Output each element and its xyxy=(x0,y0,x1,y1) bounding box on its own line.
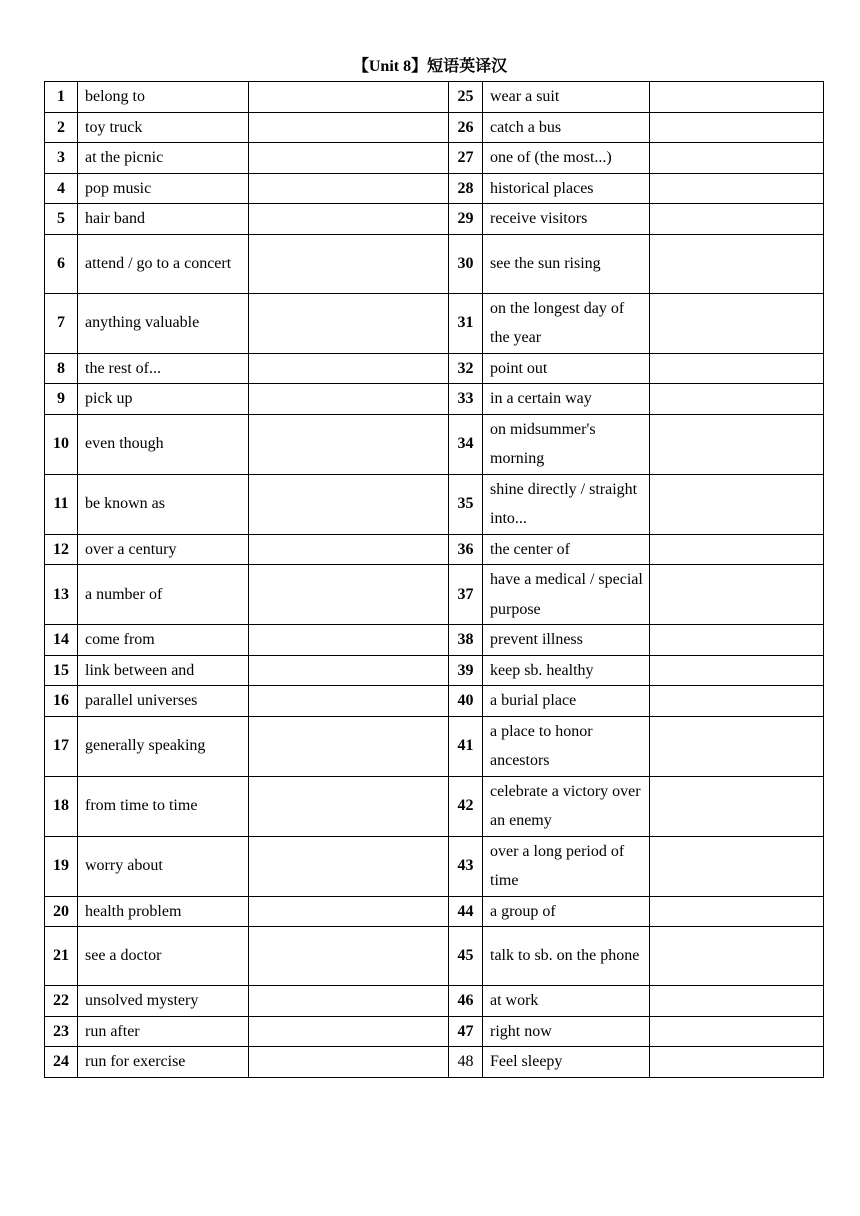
phrase-translation-table xyxy=(44,81,824,1078)
english-phrase: toy truck xyxy=(78,112,249,143)
english-phrase: run after xyxy=(78,1016,249,1047)
english-phrase: at work xyxy=(483,986,650,1017)
table-row xyxy=(45,143,824,174)
table-row xyxy=(45,686,824,717)
item-number: 13 xyxy=(45,565,78,625)
translation-answer-cell[interactable] xyxy=(249,776,449,836)
english-phrase: receive visitors xyxy=(483,204,650,235)
english-phrase: at the picnic xyxy=(78,143,249,174)
english-phrase: from time to time xyxy=(78,776,249,836)
english-phrase: pick up xyxy=(78,384,249,415)
translation-answer-cell[interactable] xyxy=(650,534,824,565)
translation-answer-cell[interactable] xyxy=(650,112,824,143)
page-title: 【Unit 8】短语英译汉 xyxy=(352,58,508,75)
translation-answer-cell[interactable] xyxy=(650,1016,824,1047)
item-number: 27 xyxy=(449,143,483,174)
english-phrase: right now xyxy=(483,1016,650,1047)
translation-answer-cell[interactable] xyxy=(249,534,449,565)
english-phrase: talk to sb. on the phone xyxy=(483,927,650,986)
item-number: 31 xyxy=(449,293,483,353)
item-number: 32 xyxy=(449,353,483,384)
item-number: 30 xyxy=(449,234,483,293)
english-phrase: a burial place xyxy=(483,686,650,717)
translation-answer-cell[interactable] xyxy=(249,143,449,174)
item-number: 1 xyxy=(45,82,78,113)
table-row xyxy=(45,986,824,1017)
english-phrase: on the longest day of the year xyxy=(483,293,650,353)
item-number: 7 xyxy=(45,293,78,353)
item-number: 18 xyxy=(45,776,78,836)
translation-answer-cell[interactable] xyxy=(650,82,824,113)
translation-answer-cell[interactable] xyxy=(249,293,449,353)
english-phrase: a group of xyxy=(483,896,650,927)
translation-answer-cell[interactable] xyxy=(249,414,449,474)
item-number: 39 xyxy=(449,655,483,686)
translation-answer-cell[interactable] xyxy=(650,1047,824,1078)
english-phrase: the rest of... xyxy=(78,353,249,384)
item-number: 34 xyxy=(449,414,483,474)
item-number: 19 xyxy=(45,836,78,896)
translation-answer-cell[interactable] xyxy=(249,474,449,534)
item-number: 29 xyxy=(449,204,483,235)
item-number: 45 xyxy=(449,927,483,986)
english-phrase: keep sb. healthy xyxy=(483,655,650,686)
item-number: 36 xyxy=(449,534,483,565)
english-phrase: historical places xyxy=(483,173,650,204)
english-phrase: come from xyxy=(78,625,249,656)
table-row xyxy=(45,625,824,656)
translation-answer-cell[interactable] xyxy=(650,353,824,384)
item-number: 40 xyxy=(449,686,483,717)
english-phrase: generally speaking xyxy=(78,716,249,776)
table-row xyxy=(45,234,824,293)
translation-answer-cell[interactable] xyxy=(650,173,824,204)
item-number: 28 xyxy=(449,173,483,204)
translation-answer-cell[interactable] xyxy=(249,1016,449,1047)
english-phrase: prevent illness xyxy=(483,625,650,656)
english-phrase: link between and xyxy=(78,655,249,686)
table-row xyxy=(45,565,824,625)
translation-answer-cell[interactable] xyxy=(650,686,824,717)
table-row xyxy=(45,82,824,113)
translation-answer-cell[interactable] xyxy=(650,143,824,174)
english-phrase: run for exercise xyxy=(78,1047,249,1078)
english-phrase: see the sun rising xyxy=(483,234,650,293)
english-phrase: attend / go to a concert xyxy=(78,234,249,293)
english-phrase: on midsummer's morning xyxy=(483,414,650,474)
item-number: 37 xyxy=(449,565,483,625)
table-row xyxy=(45,927,824,986)
item-number: 47 xyxy=(449,1016,483,1047)
translation-answer-cell[interactable] xyxy=(650,716,824,776)
item-number: 3 xyxy=(45,143,78,174)
item-number: 14 xyxy=(45,625,78,656)
item-number: 35 xyxy=(449,474,483,534)
translation-answer-cell[interactable] xyxy=(249,173,449,204)
english-phrase: have a medical / special purpose xyxy=(483,565,650,625)
table-row xyxy=(45,414,824,474)
item-number: 24 xyxy=(45,1047,78,1078)
translation-answer-cell[interactable] xyxy=(650,776,824,836)
english-phrase: belong to xyxy=(78,82,249,113)
item-number: 22 xyxy=(45,986,78,1017)
item-number: 10 xyxy=(45,414,78,474)
item-number: 43 xyxy=(449,836,483,896)
table-row xyxy=(45,112,824,143)
english-phrase: be known as xyxy=(78,474,249,534)
translation-answer-cell[interactable] xyxy=(650,293,824,353)
table-row xyxy=(45,1047,824,1078)
english-phrase: parallel universes xyxy=(78,686,249,717)
item-number: 42 xyxy=(449,776,483,836)
table-row xyxy=(45,655,824,686)
translation-answer-cell[interactable] xyxy=(650,655,824,686)
english-phrase: one of (the most...) xyxy=(483,143,650,174)
translation-answer-cell[interactable] xyxy=(650,384,824,415)
item-number: 41 xyxy=(449,716,483,776)
item-number: 23 xyxy=(45,1016,78,1047)
english-phrase: a number of xyxy=(78,565,249,625)
item-number: 12 xyxy=(45,534,78,565)
item-number: 21 xyxy=(45,927,78,986)
table-row xyxy=(45,474,824,534)
english-phrase: catch a bus xyxy=(483,112,650,143)
translation-answer-cell[interactable] xyxy=(650,414,824,474)
translation-answer-cell[interactable] xyxy=(650,896,824,927)
english-phrase: over a long period of time xyxy=(483,836,650,896)
translation-answer-cell[interactable] xyxy=(249,655,449,686)
english-phrase: celebrate a victory over an enemy xyxy=(483,776,650,836)
translation-answer-cell[interactable] xyxy=(650,836,824,896)
item-number: 8 xyxy=(45,353,78,384)
translation-answer-cell[interactable] xyxy=(249,927,449,986)
translation-answer-cell[interactable] xyxy=(249,353,449,384)
table-row xyxy=(45,173,824,204)
translation-answer-cell[interactable] xyxy=(650,927,824,986)
table-row xyxy=(45,204,824,235)
english-phrase: over a century xyxy=(78,534,249,565)
translation-answer-cell[interactable] xyxy=(249,234,449,293)
item-number: 17 xyxy=(45,716,78,776)
english-phrase: wear a suit xyxy=(483,82,650,113)
item-number: 6 xyxy=(45,234,78,293)
table-row xyxy=(45,716,824,776)
item-number: 11 xyxy=(45,474,78,534)
english-phrase: a place to honor ancestors xyxy=(483,716,650,776)
item-number: 20 xyxy=(45,896,78,927)
table-row xyxy=(45,836,824,896)
item-number: 15 xyxy=(45,655,78,686)
translation-answer-cell[interactable] xyxy=(249,716,449,776)
english-phrase: even though xyxy=(78,414,249,474)
translation-answer-cell[interactable] xyxy=(249,896,449,927)
english-phrase: point out xyxy=(483,353,650,384)
translation-answer-cell[interactable] xyxy=(650,986,824,1017)
english-phrase: health problem xyxy=(78,896,249,927)
translation-answer-cell[interactable] xyxy=(650,204,824,235)
english-phrase: Feel sleepy xyxy=(483,1047,650,1078)
item-number: 26 xyxy=(449,112,483,143)
translation-answer-cell[interactable] xyxy=(650,565,824,625)
item-number: 46 xyxy=(449,986,483,1017)
item-number: 25 xyxy=(449,82,483,113)
item-number: 2 xyxy=(45,112,78,143)
item-number: 9 xyxy=(45,384,78,415)
translation-answer-cell[interactable] xyxy=(249,625,449,656)
table-row xyxy=(45,293,824,353)
english-phrase: shine directly / straight into... xyxy=(483,474,650,534)
english-phrase: in a certain way xyxy=(483,384,650,415)
translation-answer-cell[interactable] xyxy=(650,625,824,656)
table-row xyxy=(45,776,824,836)
table-row xyxy=(45,384,824,415)
item-number: 4 xyxy=(45,173,78,204)
table-row xyxy=(45,896,824,927)
table-row xyxy=(45,1016,824,1047)
item-number: 16 xyxy=(45,686,78,717)
translation-answer-cell[interactable] xyxy=(249,384,449,415)
english-phrase: pop music xyxy=(78,173,249,204)
translation-answer-cell[interactable] xyxy=(249,836,449,896)
english-phrase: see a doctor xyxy=(78,927,249,986)
translation-answer-cell[interactable] xyxy=(249,112,449,143)
item-number: 48 xyxy=(449,1047,483,1078)
translation-answer-cell[interactable] xyxy=(249,204,449,235)
item-number: 38 xyxy=(449,625,483,656)
translation-answer-cell[interactable] xyxy=(650,234,824,293)
translation-answer-cell[interactable] xyxy=(249,565,449,625)
translation-answer-cell[interactable] xyxy=(249,686,449,717)
table-row xyxy=(45,534,824,565)
english-phrase: worry about xyxy=(78,836,249,896)
table-body xyxy=(45,82,824,1078)
item-number: 33 xyxy=(449,384,483,415)
item-number: 5 xyxy=(45,204,78,235)
translation-answer-cell[interactable] xyxy=(249,1047,449,1078)
english-phrase: anything valuable xyxy=(78,293,249,353)
english-phrase: hair band xyxy=(78,204,249,235)
translation-answer-cell[interactable] xyxy=(650,474,824,534)
english-phrase: unsolved mystery xyxy=(78,986,249,1017)
english-phrase: the center of xyxy=(483,534,650,565)
table-row xyxy=(45,353,824,384)
translation-answer-cell[interactable] xyxy=(249,986,449,1017)
item-number: 44 xyxy=(449,896,483,927)
translation-answer-cell[interactable] xyxy=(249,82,449,113)
